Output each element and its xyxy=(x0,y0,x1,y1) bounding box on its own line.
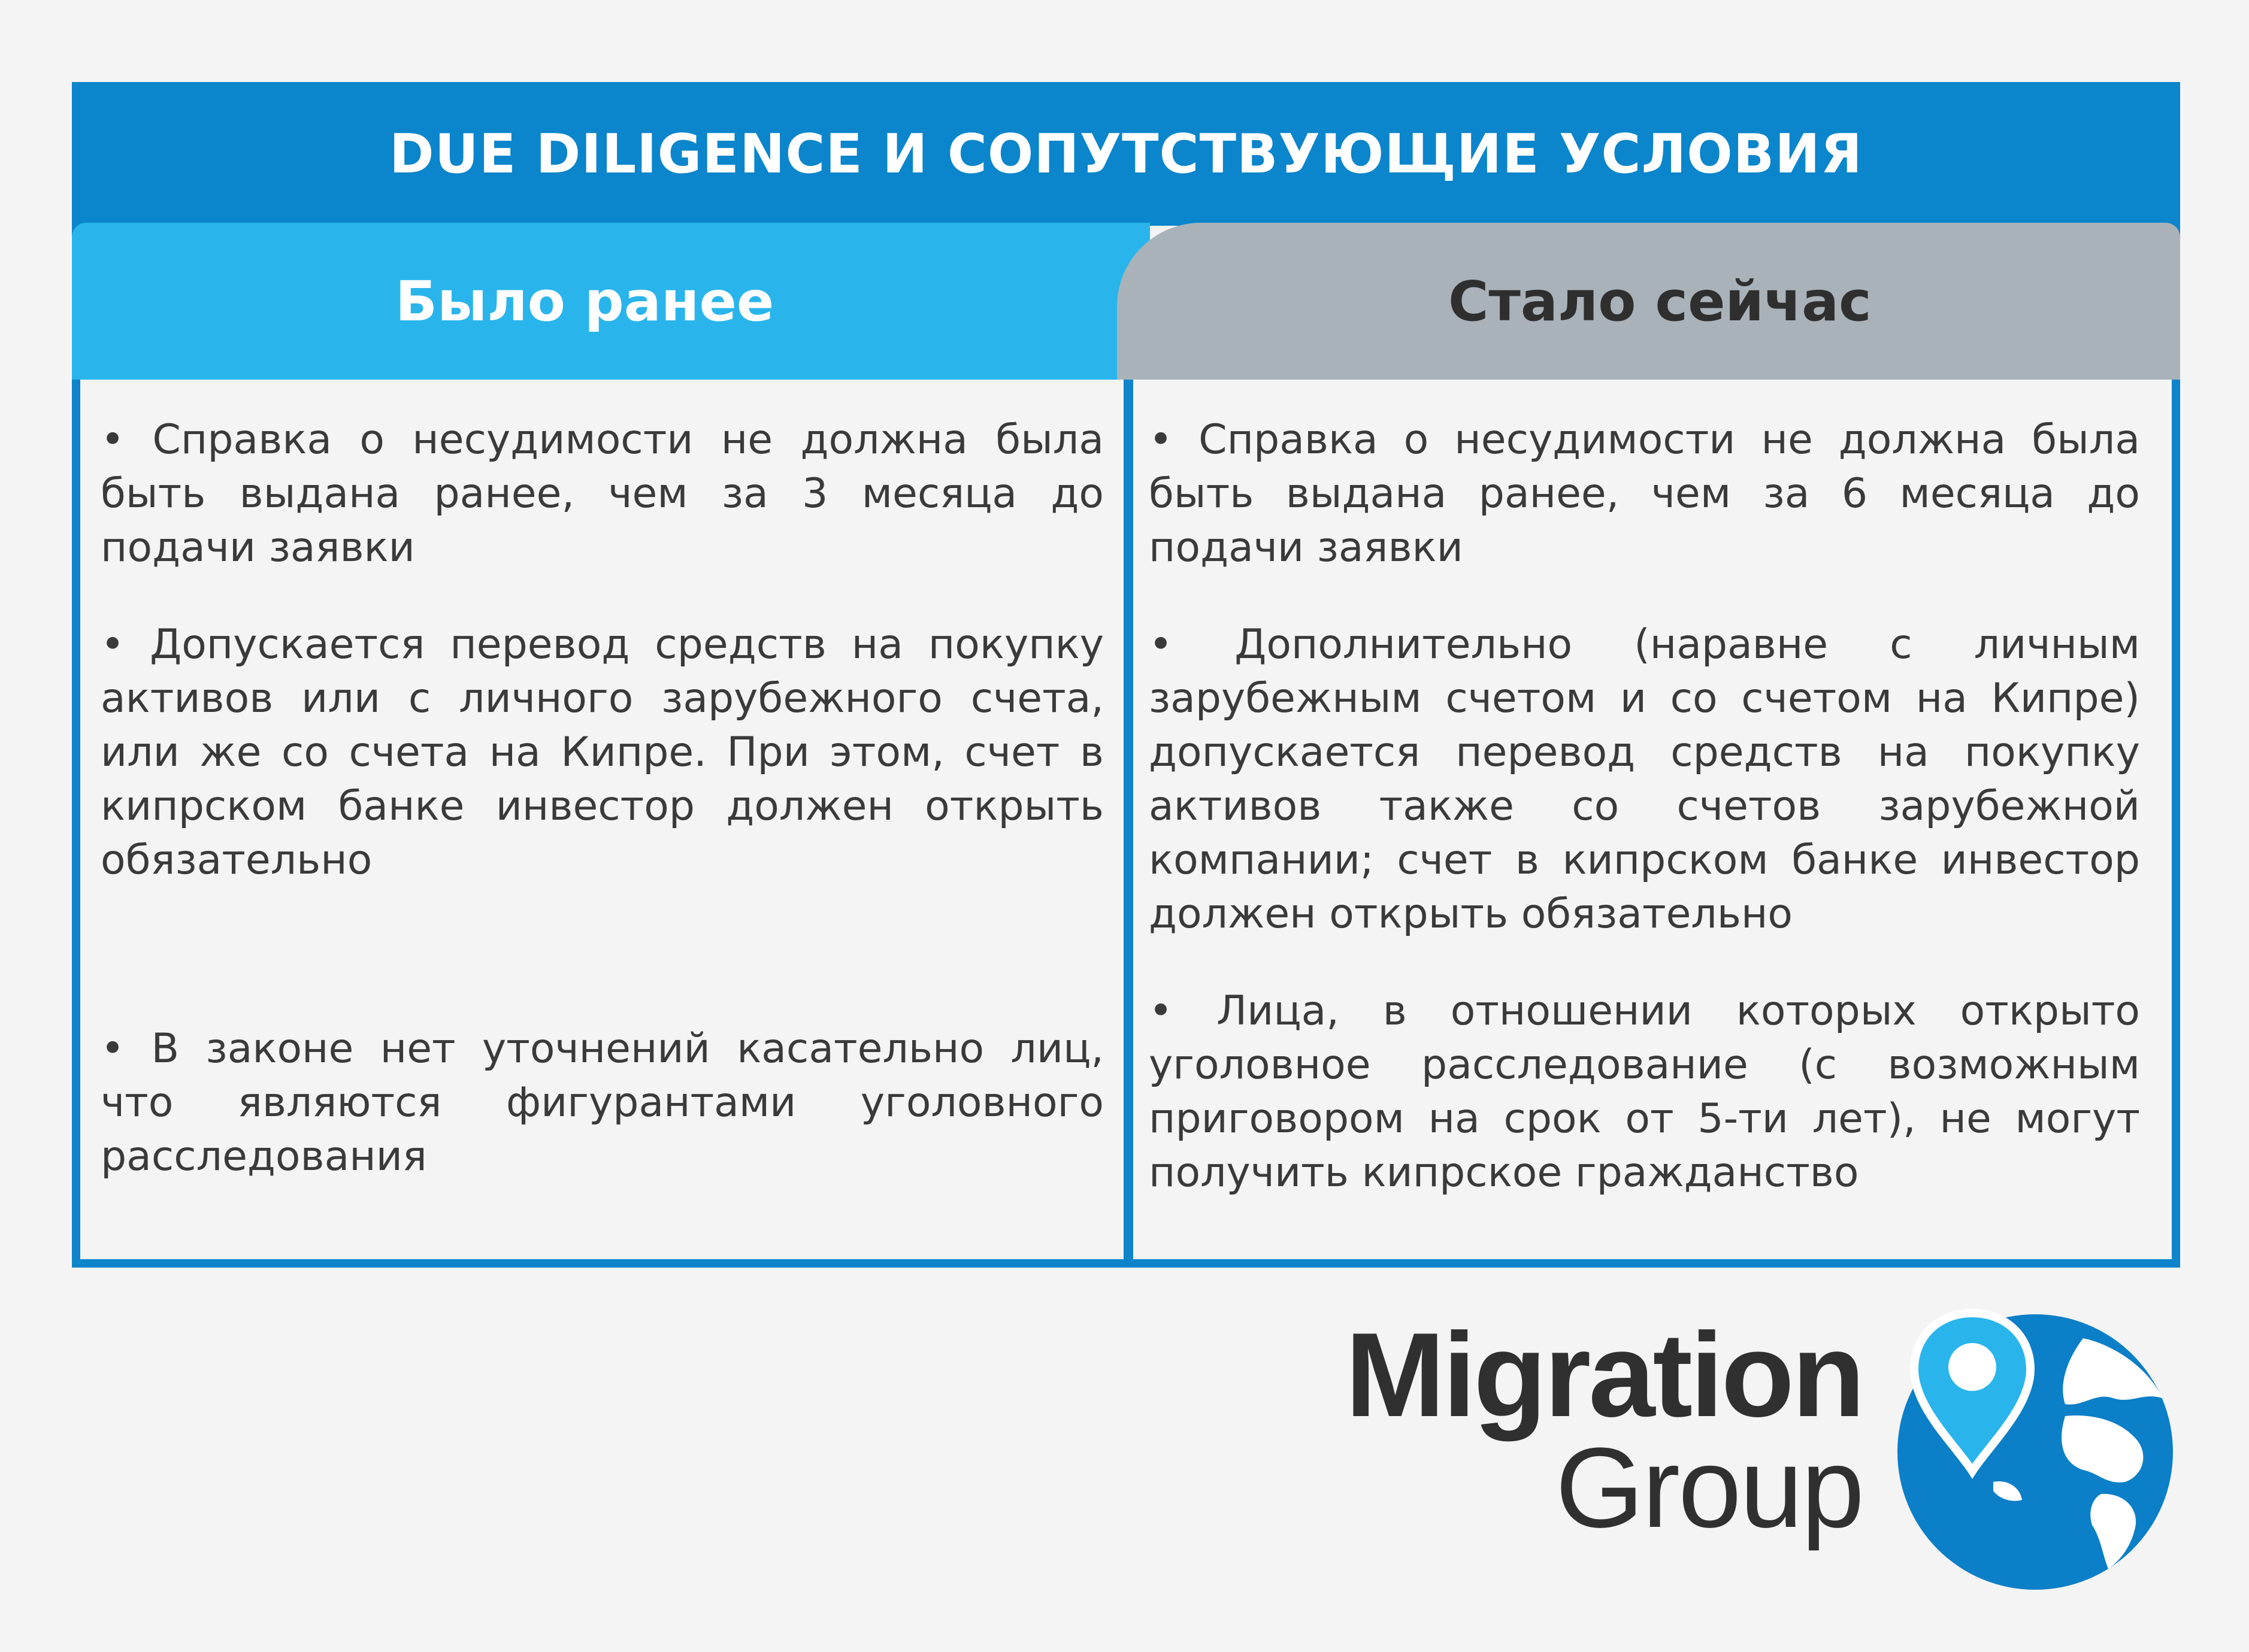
list-item: • Допускается перевод средств на покупку активов или с личного зарубежного счета, или же со счета на Кипре. При этом, счет в кипрском банке инвестор должен открыть обязательно xyxy=(101,621,1104,884)
list-item: • Справка о несудимости не должна была быть выдана ранее, чем за 3 месяца до подачи заявки xyxy=(101,416,1104,571)
list-item: • Лица, в отношении которых открыто уголовное расследование (с возможным приговором на срок от 5-ти лет), не могут получить кипрское гражданство xyxy=(1149,987,2140,1196)
page-title: DUE DILIGENCE И СОПУТСТВУЮЩИЕ УСЛОВИЯ xyxy=(72,82,2180,226)
logo-text-migration: Migration xyxy=(1345,1308,1863,1442)
list-item: • Справка о несудимости не должна была быть выдана ранее, чем за 6 месяца до подачи заявки xyxy=(1149,416,2140,571)
company-logo xyxy=(1336,1302,2186,1590)
column-now xyxy=(1149,413,2140,1200)
column-header-now: Стало сейчас xyxy=(1117,223,2180,380)
column-divider xyxy=(1124,380,1133,1260)
globe-with-location-pin-icon xyxy=(1885,1302,2185,1590)
list-item: • Дополнительно (наравне с личным зарубежным счетом и со счетом на Кипре) допускается перевод средств на покупку активов также со счетов зарубежной компании; счет в кипрском банке инвестор должен открыть обязательно xyxy=(1149,621,2140,938)
column-before xyxy=(101,413,1104,1184)
logo-text-group: Group xyxy=(1555,1424,1863,1551)
list-item: • В законе нет уточнений касательно лиц, что являются фигурантами уголовного расследования xyxy=(101,1025,1104,1180)
column-header-before: Было ранее xyxy=(72,223,1150,380)
